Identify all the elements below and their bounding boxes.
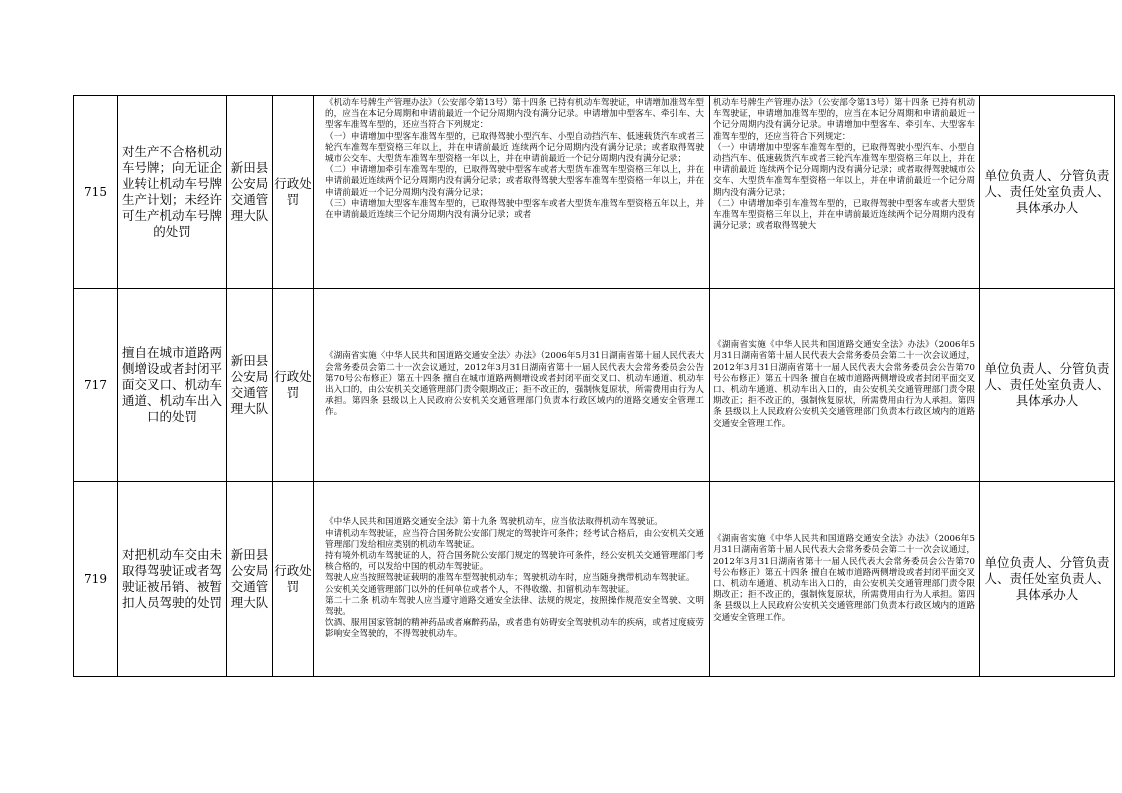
basis-paragraph: 公安机关交通管理部门以外的任何单位或者个人，不得收缴、扣留机动车驾驶证。 bbox=[325, 584, 635, 595]
action-type: 行政处罚 bbox=[273, 482, 314, 677]
basis-paragraph: 《湖南省实施〈中华人民共和国道路交通安全法〉办法》（2006年5月31日湖南省第十届人民代表大会常务委员会第二十一次会议通过，2012年3月31日湖南省第十一届人民代表大会常务委员会公告第70号公布修正）第五十四条 擅自在城市道路两侧增设或者封闭平面交叉口、机动车通道、机动车出入口的，由公安机关交通管理部门责令限期改正；拒不改正的，强制恢复原状，所需费用由行为人承担。第四条 县级以上人民政府公安机关交通管理部门负责本行政区域内的道路交通安全管理工作。 bbox=[325, 351, 704, 418]
legal-basis bbox=[314, 482, 710, 677]
legal-basis-secondary bbox=[710, 289, 980, 482]
basis-paragraph: 第二十二条 机动车驾驶人应当遵守道路交通安全法律、法规的规定，按照操作规范安全驾驶、文明驾驶。 bbox=[325, 595, 704, 617]
basis-paragraph: （二）申请增加牵引车准驾车型的，已取得驾驶中型客车或者大型货车准驾车型资格三年以上，并在申请前最近连续两个记分周期内没有满分记录；或者取得驾驶大型客车准驾车型资格一年以上，并在申请前最近一个记分周期内没有满分记录； bbox=[325, 165, 704, 198]
row-number: 719 bbox=[74, 482, 118, 677]
row-number: 717 bbox=[74, 289, 118, 482]
responsible-persons: 单位负责人、分管负责人、责任处室负责人、具体承办人 bbox=[980, 482, 1115, 677]
item-name: 对生产不合格机动车号牌；向无证企业转让机动车号牌生产计划；未经许可生产机动车号牌的处罚 bbox=[118, 96, 227, 289]
basis-paragraph: 驾驶人应当按照驾驶证载明的准驾车型驾驶机动车；驾驶机动车时，应当随身携带机动车驾驶证。 bbox=[325, 573, 695, 584]
action-type: 行政处罚 bbox=[273, 96, 314, 289]
legal-basis-secondary bbox=[710, 96, 980, 289]
basis-paragraph: 饮酒、服用国家管制的精神药品或者麻醉药品，或者患有妨碍安全驾驶机动车的疾病，或者过度疲劳影响安全驾驶的，不得驾驶机动车。 bbox=[325, 618, 704, 640]
basis-paragraph: 《机动车号牌生产管理办法》（公安部令第13号）第十四条 已持有机动车驾驶证，申请增加准驾车型的，应当在本记分周期和申请前最近一个记分周期内没有满分记录。申请增加中型客车、牵引车、大型客车准驾车型的，还应当符合下列规定： bbox=[325, 98, 704, 131]
action-type: 行政处罚 bbox=[273, 289, 314, 482]
responsible-persons: 单位负责人、分管负责人、责任处室负责人、具体承办人 bbox=[980, 96, 1115, 289]
basis-paragraph: 《中华人民共和国道路交通安全法》第十九条 驾驶机动车，应当依法取得机动车驾驶证。 bbox=[325, 517, 663, 528]
legal-basis bbox=[314, 96, 710, 289]
table-row bbox=[74, 289, 1115, 482]
department: 新田县公安局交通管理大队 bbox=[227, 96, 273, 289]
item-name: 擅自在城市道路两侧增设或者封闭平面交叉口、机动车通道、机动车出入口的处罚 bbox=[118, 289, 227, 482]
responsible-persons: 单位负责人、分管负责人、责任处室负责人、具体承办人 bbox=[980, 289, 1115, 482]
penalty-table bbox=[73, 95, 1115, 677]
basis-paragraph: （一）申请增加中型客车准驾车型的，已取得驾驶小型汽车、小型自动挡汽车、低速载货汽车或者三轮汽车准驾车型资格三年以上，并在申请前最近 连续两个记分周期内没有满分记录；或者取得驾驶城市公交车、大型货车准驾车型资格一年以上，并在申请前最近一个记分周期内没有满分记录； bbox=[713, 142, 975, 198]
basis-paragraph: （一）申请增加中型客车准驾车型的，已取得驾驶小型汽车、小型自动挡汽车、低速载货汽车或者三轮汽车准驾车型资格三年以上，并在申请前最近 连续两个记分周期内没有满分记录；或者取得驾驶城市公交车、大型货车准驾车型资格一年以上，并在申请前最近一个记分周期内没有满分记录； bbox=[325, 131, 704, 165]
basis-paragraph: 机动车号牌生产管理办法》（公安部令第13号）第十四条 已持有机动车驾驶证，申请增加准驾车型的，应当在本记分周期和申请前最近一个记分周期内没有满分记录。申请增加中型客车、牵引车、大型客车准驾车型的，还应当符合下列规定： bbox=[713, 98, 975, 142]
item-name: 对把机动车交由未取得驾驶证或者驾驶证被吊销、被暂扣人员驾驶的处罚 bbox=[118, 482, 227, 677]
basis-paragraph: 申请机动车驾驶证，应当符合国务院公安部门规定的驾驶许可条件；经考试合格后，由公安机关交通管理部门发给相应类别的机动车驾驶证。 bbox=[325, 528, 704, 550]
basis-paragraph: （二）申请增加牵引车准驾车型的，已取得驾驶中型客车或者大型货车准驾车型资格三年以上，并在申请前最近连续两个记分周期内没有满分记录；或者取得驾驶大 bbox=[713, 198, 975, 232]
basis-paragraph: 《湖南省实施《中华人民共和国道路交通安全法》办法》（2006年5月31日湖南省第十届人民代表大会常务委员会第二十一次会议通过，2012年3月31日湖南省第十一届人民代表大会常务委员会公告第70号公布修正）第五十四条 擅自在城市道路两侧增设或者封闭平面交叉口、机动车通道、机动车出入口的，由公安机关交通管理部门责令限期改正；拒不改正的，强制恢复原状，所需费用由行为人承担。第四条 县级以上人民政府公安机关交通管理部门负责本行政区域内的道路交通安全管理工作。 bbox=[713, 340, 975, 429]
table-row bbox=[74, 482, 1115, 677]
basis-paragraph: 持有境外机动车驾驶证的人，符合国务院公安部门规定的驾驶许可条件，经公安机关交通管理部门考核合格的，可以发给中国的机动车驾驶证。 bbox=[325, 550, 704, 573]
legal-basis-secondary bbox=[710, 482, 980, 677]
department: 新田县公安局交通管理大队 bbox=[227, 289, 273, 482]
table-row bbox=[74, 96, 1115, 289]
basis-paragraph: （三）申请增加大型客车准驾车型的，已取得驾驶中型客车或者大型货车准驾车型资格五年以上，并在申请前最近连续三个记分周期内没有满分记录；或者 bbox=[325, 198, 704, 221]
department: 新田县公安局交通管理大队 bbox=[227, 482, 273, 677]
legal-basis bbox=[314, 289, 710, 482]
row-number: 715 bbox=[74, 96, 118, 289]
basis-paragraph: 《湖南省实施《中华人民共和国道路交通安全法》办法》（2006年5月31日湖南省第十届人民代表大会常务委员会第二十一次会议通过，2012年3月31日湖南省第十一届人民代表大会常务委员会公告第70号公布修正）第五十四条 擅自在城市道路两侧增设或者封闭平面交叉口、机动车通道、机动车出入口的，由公安机关交通管理部门责令限期改正；拒不改正的，强制恢复原状，所需费用由行为人承担。第四条 县级以上人民政府公安机关交通管理部门负责本行政区域内的道路交通安全管理工作。 bbox=[713, 534, 975, 623]
